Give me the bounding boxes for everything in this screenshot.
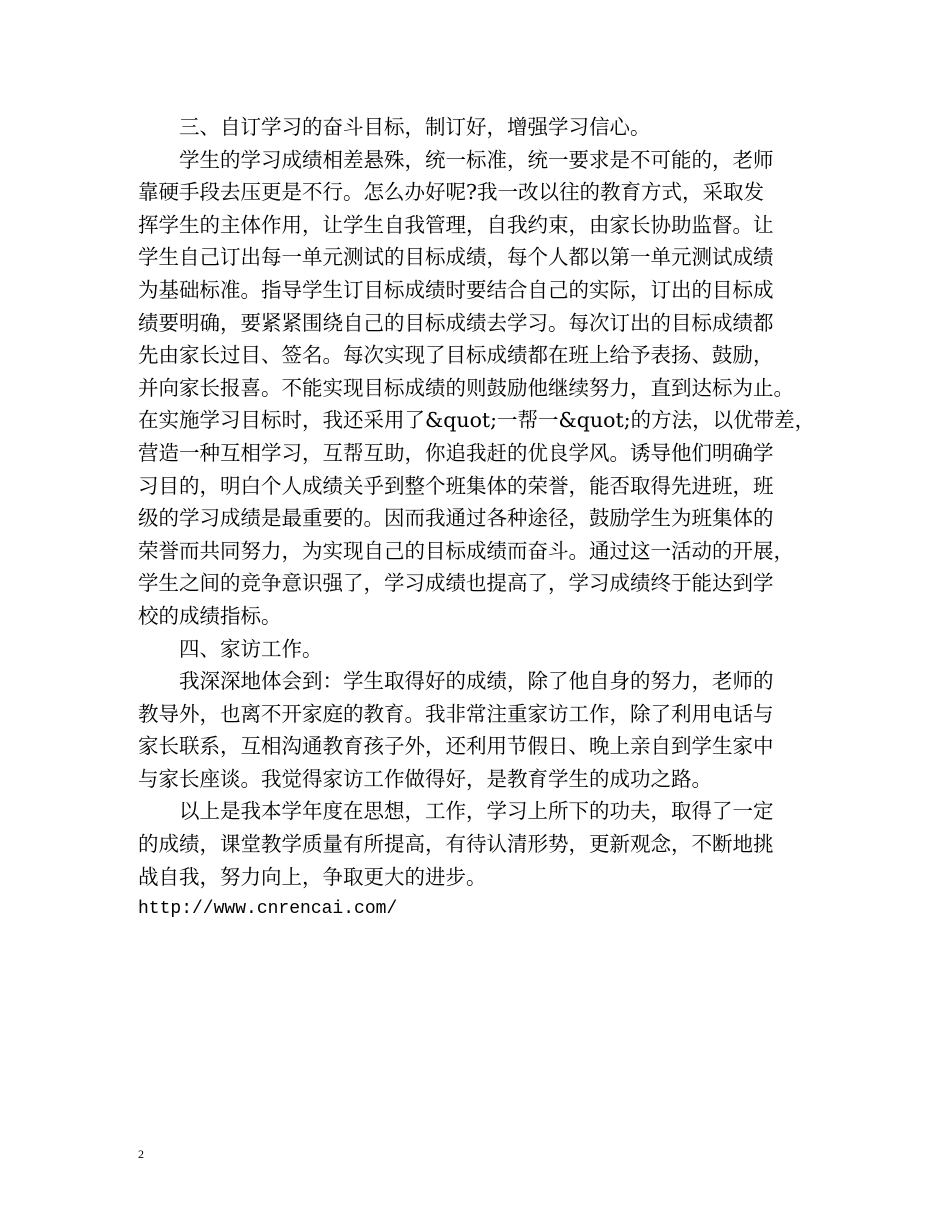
heading-section-four: 四、家访工作。 xyxy=(179,636,323,661)
paragraph-line: 校的成绩指标。 xyxy=(138,603,282,628)
paragraph-line: 家长联系，互相沟通教育孩子外，还利用节假日、晚上亲自到学生家中 xyxy=(138,734,774,759)
paragraph-line: 营造一种互相学习，互帮互助，你追我赶的优良学风。诱导他们明确学 xyxy=(138,440,774,465)
paragraph-line: 我深深地体会到：学生取得好的成绩，除了他自身的努力，老师的 xyxy=(179,669,774,694)
paragraph-line: 学生自己订出每一单元测试的目标成绩，每个人都以第一单元测试成绩 xyxy=(138,245,774,270)
paragraph-line: 学生的学习成绩相差悬殊，统一标准，统一要求是不可能的，老师 xyxy=(179,147,774,172)
document-body xyxy=(138,111,830,926)
paragraph-line: 级的学习成绩是最重要的。因而我通过各种途径，鼓励学生为班集体的 xyxy=(138,506,774,531)
paragraph-line: 以上是我本学年度在思想，工作，学习上所下的功夫，取得了一定 xyxy=(179,799,774,824)
paragraph-line: 习目的，明白个人成绩关乎到整个班集体的荣誉，能否取得先进班，班 xyxy=(138,473,774,498)
paragraph-line: 荣誉而共同努力，为实现自己的目标成绩而奋斗。通过这一活动的开展， xyxy=(138,538,794,563)
paragraph-line: 学生之间的竞争意识强了，学习成绩也提高了，学习成绩终于能达到学 xyxy=(138,571,774,596)
paragraph-line: 挥学生的主体作用，让学生自我管理，自我约束，由家长协助监督。让 xyxy=(138,212,774,237)
paragraph-line: 绩要明确，要紧紧围绕自己的目标成绩去学习。每次订出的目标成绩都 xyxy=(138,310,774,335)
paragraph-line: 教导外，也离不开家庭的教育。我非常注重家访工作，除了利用电话与 xyxy=(138,701,774,726)
paragraph-line: 并向家长报喜。不能实现目标成绩的则鼓励他继续努力，直到达标为止。 xyxy=(138,375,794,400)
paragraph-line: 的成绩，课堂教学质量有所提高，有待认清形势，更新观念，不断地挑 xyxy=(138,832,774,857)
source-url: http://www.cnrencai.com/ xyxy=(138,899,398,920)
paragraph-line: 战自我，努力向上，争取更大的进步。 xyxy=(138,864,487,889)
paragraph-line: 靠硬手段去压更是不行。怎么办好呢?我一改以往的教育方式，采取发 xyxy=(138,180,764,205)
paragraph-line: 先由家长过目、签名。每次实现了目标成绩都在班上给予表扬、鼓励， xyxy=(138,343,774,368)
paragraph-line: 与家长座谈。我觉得家访工作做得好，是教育学生的成功之路。 xyxy=(138,766,712,791)
paragraph-line: 为基础标准。指导学生订目标成绩时要结合自己的实际，订出的目标成 xyxy=(138,277,774,302)
page-number: 2 xyxy=(138,1147,144,1161)
paragraph-line: 在实施学习目标时，我还采用了&quot;一帮一&quot;的方法，以优带差， xyxy=(138,408,816,433)
heading-section-three: 三、自订学习的奋斗目标，制订好，增强学习信心。 xyxy=(179,115,651,139)
